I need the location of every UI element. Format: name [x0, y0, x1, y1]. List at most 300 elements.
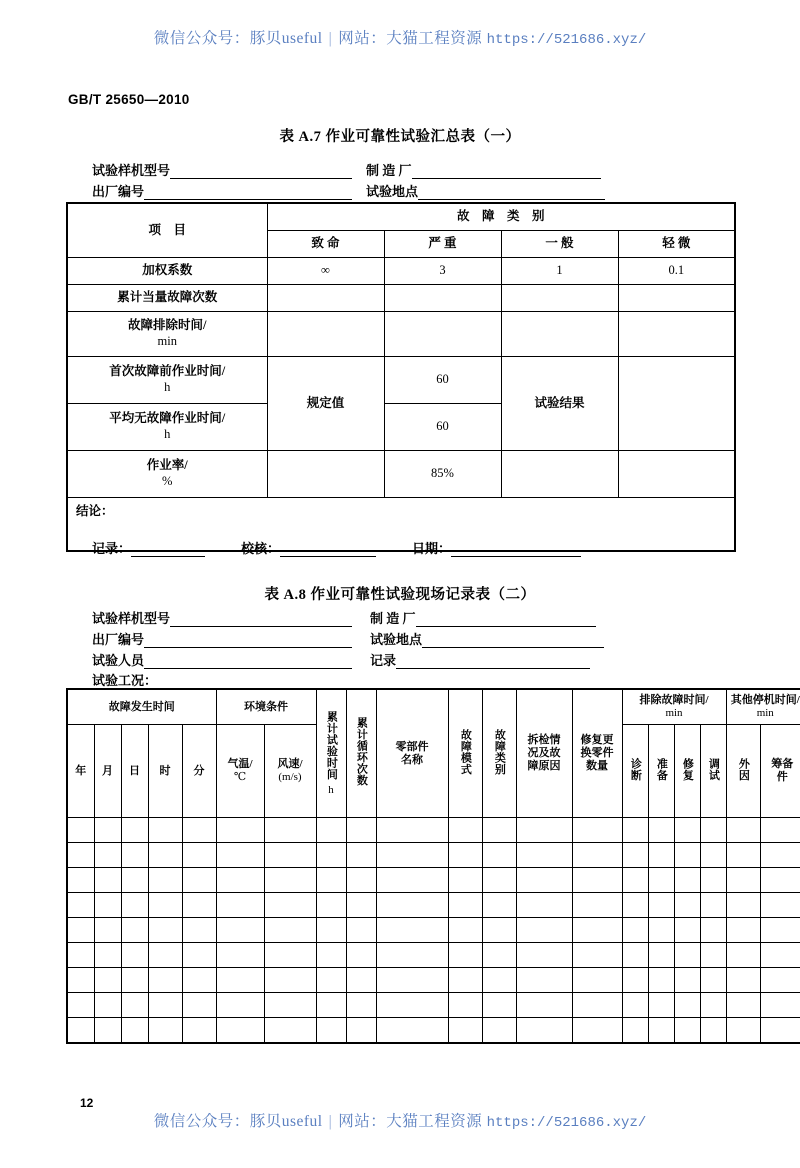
a8-group-environment: 环境条件 [216, 689, 316, 725]
a8-data-cell[interactable] [182, 943, 216, 968]
a7-footer-line [92, 538, 581, 557]
a8-data-cell[interactable] [516, 943, 572, 968]
a8-data-cell[interactable] [316, 918, 346, 943]
a8-data-cell[interactable] [94, 918, 121, 943]
a7-check-input[interactable] [280, 543, 376, 557]
a8-data-cell[interactable] [760, 943, 800, 968]
a8-data-cell[interactable] [182, 893, 216, 918]
a7-field-manufacturer-input[interactable] [412, 165, 601, 179]
a8-data-cell[interactable] [67, 843, 94, 868]
a8-header-temperature [216, 725, 264, 818]
a8-data-cell[interactable] [121, 843, 148, 868]
a7-field-manufacturer [366, 160, 601, 179]
a8-data-cell[interactable] [448, 1018, 482, 1044]
a8-data-cell[interactable] [448, 868, 482, 893]
a8-data-cell[interactable] [264, 818, 316, 843]
a8-data-cell[interactable] [148, 868, 182, 893]
a8-data-cell[interactable] [264, 893, 316, 918]
a8-data-cell[interactable] [622, 918, 648, 943]
a8-data-cell[interactable] [94, 818, 121, 843]
a8-data-cell[interactable] [700, 968, 726, 993]
a8-data-cell[interactable] [67, 1018, 94, 1044]
a7-cum-equiv-general[interactable] [501, 285, 618, 312]
a8-data-cell[interactable] [622, 868, 648, 893]
a8-data-cell[interactable] [760, 993, 800, 1018]
a8-data-cell[interactable] [264, 868, 316, 893]
a8-data-cell[interactable] [700, 943, 726, 968]
a8-data-cell[interactable] [121, 993, 148, 1018]
a7-removal-severe[interactable] [384, 312, 501, 357]
a8-data-cell[interactable] [121, 818, 148, 843]
a8-data-cell[interactable] [482, 893, 516, 918]
a7-header-item: 项 目 [67, 203, 267, 258]
a8-data-cell[interactable] [700, 868, 726, 893]
a8-data-cell[interactable] [264, 843, 316, 868]
a7-field-location-input[interactable] [418, 186, 605, 200]
a8-data-cell[interactable] [726, 1018, 760, 1044]
a8-data-cell[interactable] [760, 843, 800, 868]
a8-data-cell[interactable] [572, 868, 622, 893]
a8-data-cell[interactable] [148, 968, 182, 993]
a8-data-cell[interactable] [726, 843, 760, 868]
a8-header-wind-speed-text: 风速/ [277, 758, 303, 771]
a7-row-removal-time-unit: min [157, 334, 177, 348]
a8-header-external [726, 725, 760, 818]
a8-data-cell[interactable] [674, 1018, 700, 1044]
a7-row-first-failure-unit: h [164, 380, 171, 394]
a8-data-cell[interactable] [700, 993, 726, 1018]
a8-data-cell[interactable] [726, 918, 760, 943]
a8-data-cell[interactable] [148, 818, 182, 843]
a8-field-manufacturer-label: 制 造 厂 [370, 611, 416, 626]
a8-header-failure-category-text: 故障类别 [493, 728, 506, 775]
a8-data-cell[interactable] [316, 843, 346, 868]
a8-data-cell[interactable] [572, 918, 622, 943]
a8-field-model-input[interactable] [170, 613, 352, 627]
a8-data-cell[interactable] [674, 918, 700, 943]
table-a8-body [67, 818, 800, 1044]
a8-header-repair [674, 725, 700, 818]
watermark-site-label: 网站：大猫工程资源 [338, 1113, 483, 1130]
table-a8 [66, 688, 800, 1044]
a8-data-cell[interactable] [67, 868, 94, 893]
a8-data-cell[interactable] [648, 993, 674, 1018]
a7-date-input[interactable] [451, 543, 581, 557]
a8-data-cell[interactable] [316, 943, 346, 968]
a7-record-label: 记录： [92, 541, 132, 556]
a8-data-cell[interactable] [622, 893, 648, 918]
a8-data-cell[interactable] [216, 993, 264, 1018]
a8-data-cell[interactable] [700, 918, 726, 943]
a8-data-cell[interactable] [148, 918, 182, 943]
a7-weight-minor: 0.1 [618, 258, 735, 285]
a8-data-cell[interactable] [346, 993, 376, 1018]
a8-data-cell[interactable] [482, 818, 516, 843]
a8-data-cell[interactable] [346, 968, 376, 993]
a8-field-manufacturer [370, 608, 596, 627]
a8-header-failure-category [482, 689, 516, 818]
a8-data-cell[interactable] [674, 843, 700, 868]
a8-data-cell[interactable] [376, 818, 448, 843]
a8-data-cell[interactable] [316, 818, 346, 843]
a8-group-failure-time: 故障发生时间 [67, 689, 216, 725]
table-a7 [66, 202, 736, 552]
a8-data-cell[interactable] [700, 893, 726, 918]
standard-number: GB/T 25650—2010 [68, 92, 190, 107]
a7-weight-fatal: ∞ [267, 258, 384, 285]
a8-data-cell[interactable] [346, 943, 376, 968]
a8-header-debug-text: 调试 [707, 757, 720, 781]
a8-data-cell[interactable] [182, 993, 216, 1018]
a8-data-cell[interactable] [622, 843, 648, 868]
a8-data-cell[interactable] [482, 993, 516, 1018]
a8-data-cell[interactable] [726, 943, 760, 968]
a8-data-cell[interactable] [94, 1018, 121, 1044]
a7-date-label: 日期： [412, 541, 452, 556]
a8-data-cell[interactable] [182, 1018, 216, 1044]
a8-data-cell[interactable] [216, 943, 264, 968]
a7-cum-equiv-fatal[interactable] [267, 285, 384, 312]
a8-data-cell[interactable] [316, 868, 346, 893]
a7-row-first-failure-text: 首次故障前作业时间/ [109, 364, 226, 379]
a8-data-cell[interactable] [121, 1018, 148, 1044]
a8-data-cell[interactable] [648, 893, 674, 918]
a8-data-cell[interactable] [482, 968, 516, 993]
a8-data-cell[interactable] [448, 943, 482, 968]
a8-header-wind-speed-unit: (m/s) [278, 771, 302, 783]
a8-data-cell[interactable] [67, 968, 94, 993]
table-a7-title: 表 A.7 作业可靠性试验汇总表（一） [279, 129, 521, 145]
a8-data-cell[interactable] [482, 868, 516, 893]
a8-data-cell[interactable] [316, 968, 346, 993]
table-row [67, 689, 800, 725]
a8-data-cell[interactable] [94, 943, 121, 968]
a8-data-cell[interactable] [448, 818, 482, 843]
a8-data-cell[interactable] [572, 943, 622, 968]
a8-data-cell[interactable] [216, 918, 264, 943]
a8-data-cell[interactable] [376, 943, 448, 968]
a8-group-other-downtime-text: 其他停机时间/ [730, 694, 800, 707]
a7-header-severe: 严 重 [384, 231, 501, 258]
a8-field-conditions [92, 670, 157, 689]
a8-data-cell[interactable] [216, 868, 264, 893]
a7-row-removal-time-text: 故障排除时间/ [128, 318, 207, 333]
a8-field-recorder-input[interactable] [396, 655, 590, 669]
a8-data-cell[interactable] [700, 818, 726, 843]
a7-removal-fatal[interactable] [267, 312, 384, 357]
a7-availability-col4[interactable] [618, 451, 735, 498]
a7-weight-severe: 3 [384, 258, 501, 285]
a8-data-cell[interactable] [516, 993, 572, 1018]
a8-group-removal-time-unit: min [665, 707, 683, 719]
a8-data-cell[interactable] [648, 968, 674, 993]
watermark-url: https://521686.xyz/ [486, 32, 647, 48]
a7-row-weight-label: 加权系数 [67, 258, 267, 285]
a8-data-cell[interactable] [264, 968, 316, 993]
a7-field-location [366, 181, 605, 200]
a7-availability-col3[interactable] [501, 451, 618, 498]
watermark-prefix: 微信公众号：豚贝useful [153, 1113, 323, 1130]
a8-data-cell[interactable] [648, 843, 674, 868]
a8-header-month: 月 [94, 725, 121, 818]
a7-row-first-failure-label [67, 357, 267, 404]
table-row [67, 1018, 800, 1044]
a7-cum-equiv-minor[interactable] [618, 285, 735, 312]
a7-cum-equiv-severe[interactable] [384, 285, 501, 312]
a7-field-model-input[interactable] [170, 165, 352, 179]
a8-field-location-label: 试验地点 [370, 632, 423, 647]
a7-record-input[interactable] [131, 543, 205, 557]
a8-data-cell[interactable] [346, 818, 376, 843]
a8-data-cell[interactable] [264, 1018, 316, 1044]
a8-data-cell[interactable] [516, 918, 572, 943]
a8-data-cell[interactable] [346, 893, 376, 918]
a7-row-mtbf-label [67, 404, 267, 451]
a8-data-cell[interactable] [376, 868, 448, 893]
a8-group-removal-time-text: 排除故障时间/ [639, 694, 709, 707]
a8-header-temperature-unit: ℃ [233, 771, 247, 783]
a8-data-cell[interactable] [726, 968, 760, 993]
a8-data-cell[interactable] [316, 893, 346, 918]
a8-field-model-label: 试验样机型号 [92, 611, 171, 626]
a8-header-spare-parts: 筹备件 [760, 725, 800, 818]
a8-data-cell[interactable] [94, 868, 121, 893]
a8-data-cell[interactable] [516, 843, 572, 868]
a8-data-cell[interactable] [674, 968, 700, 993]
a8-data-cell[interactable] [760, 868, 800, 893]
a8-data-cell[interactable] [572, 968, 622, 993]
a7-removal-general[interactable] [501, 312, 618, 357]
a8-data-cell[interactable] [376, 893, 448, 918]
a8-header-failure-mode-text: 故障模式 [459, 728, 472, 775]
a8-header-inspection-cause: 拆检情况及故障原因 [516, 689, 572, 818]
a8-data-cell[interactable] [216, 1018, 264, 1044]
a8-data-cell[interactable] [148, 943, 182, 968]
a8-data-cell[interactable] [760, 918, 800, 943]
a8-data-cell[interactable] [648, 1018, 674, 1044]
a8-data-cell[interactable] [376, 918, 448, 943]
a8-data-cell[interactable] [572, 843, 622, 868]
table-row [67, 843, 800, 868]
a8-header-cum-test-time [316, 689, 346, 818]
a8-data-cell[interactable] [726, 818, 760, 843]
a8-data-cell[interactable] [482, 943, 516, 968]
a7-availability-col1[interactable] [267, 451, 384, 498]
a8-data-cell[interactable] [67, 818, 94, 843]
a8-data-cell[interactable] [94, 968, 121, 993]
a8-data-cell[interactable] [148, 843, 182, 868]
a8-data-cell[interactable] [760, 818, 800, 843]
a8-data-cell[interactable] [316, 993, 346, 1018]
a8-data-cell[interactable] [482, 918, 516, 943]
a8-field-location [370, 629, 604, 648]
table-a8-title: 表 A.8 作业可靠性试验现场记录表（二） [264, 587, 536, 603]
a8-data-cell[interactable] [622, 968, 648, 993]
a8-data-cell[interactable] [674, 993, 700, 1018]
a8-data-cell[interactable] [516, 818, 572, 843]
a8-data-cell[interactable] [700, 1018, 726, 1044]
a8-group-removal-time [622, 689, 726, 725]
watermark-url: https://521686.xyz/ [486, 1115, 647, 1131]
a8-data-cell[interactable] [182, 843, 216, 868]
a8-data-cell[interactable] [121, 893, 148, 918]
a8-data-cell[interactable] [674, 818, 700, 843]
a7-row-mtbf-unit: h [164, 427, 171, 441]
a8-data-cell[interactable] [448, 968, 482, 993]
a8-data-cell[interactable] [648, 918, 674, 943]
a8-field-serial-input[interactable] [144, 634, 352, 648]
page-number: 12 [80, 1096, 94, 1110]
a8-data-cell[interactable] [346, 918, 376, 943]
table-row [67, 993, 800, 1018]
a8-data-cell[interactable] [182, 918, 216, 943]
a8-header-failure-mode [448, 689, 482, 818]
table-row [67, 203, 735, 231]
a8-data-cell[interactable] [264, 943, 316, 968]
a8-header-year: 年 [67, 725, 94, 818]
table-row [67, 868, 800, 893]
a8-header-prepare-text: 准备 [655, 757, 668, 781]
a8-data-cell[interactable] [346, 868, 376, 893]
a7-row-availability-text: 作业率/ [146, 458, 188, 473]
a8-data-cell[interactable] [482, 843, 516, 868]
a7-removal-minor[interactable] [618, 312, 735, 357]
a8-data-cell[interactable] [516, 893, 572, 918]
a8-data-cell[interactable] [516, 968, 572, 993]
a8-data-cell[interactable] [376, 843, 448, 868]
a8-data-cell[interactable] [346, 843, 376, 868]
a8-data-cell[interactable] [726, 868, 760, 893]
watermark-prefix: 微信公众号：豚贝useful [153, 30, 323, 47]
a8-data-cell[interactable] [182, 868, 216, 893]
a8-data-cell[interactable] [316, 1018, 346, 1044]
watermark-separator: | [328, 1113, 333, 1130]
a8-data-cell[interactable] [516, 1018, 572, 1044]
a7-conclusion-cell[interactable]: 结论： [67, 498, 735, 552]
a8-data-cell[interactable] [448, 843, 482, 868]
watermark-separator: | [328, 30, 333, 47]
a8-data-cell[interactable] [216, 843, 264, 868]
a8-data-cell[interactable] [148, 893, 182, 918]
a8-data-cell[interactable] [622, 993, 648, 1018]
a7-field-serial-input[interactable] [144, 186, 352, 200]
a8-data-cell[interactable] [94, 993, 121, 1018]
a7-row-availability-unit: % [162, 474, 173, 488]
a7-weight-general: 1 [501, 258, 618, 285]
a8-data-cell[interactable] [648, 818, 674, 843]
table-row [67, 312, 735, 357]
a7-header-general: 一 般 [501, 231, 618, 258]
a8-data-cell[interactable] [674, 893, 700, 918]
a8-data-cell[interactable] [216, 818, 264, 843]
a8-header-cum-test-time-unit: h [328, 783, 334, 796]
a8-header-hour: 时 [148, 725, 182, 818]
watermark-top [0, 26, 800, 48]
a8-data-cell[interactable] [760, 893, 800, 918]
a8-data-cell[interactable] [376, 968, 448, 993]
a8-data-cell[interactable] [376, 1018, 448, 1044]
a8-data-cell[interactable] [216, 893, 264, 918]
a8-header-wind-speed [264, 725, 316, 818]
a8-data-cell[interactable] [121, 968, 148, 993]
a8-data-cell[interactable] [121, 943, 148, 968]
a8-data-cell[interactable] [516, 868, 572, 893]
a8-field-personnel-input[interactable] [144, 655, 352, 669]
a8-data-cell[interactable] [572, 893, 622, 918]
a8-data-cell[interactable] [760, 968, 800, 993]
a8-data-cell[interactable] [264, 918, 316, 943]
table-row [67, 451, 735, 498]
a8-data-cell[interactable] [448, 893, 482, 918]
a8-field-recorder [370, 650, 590, 669]
a8-field-manufacturer-input[interactable] [416, 613, 596, 627]
a8-header-temperature-text: 气温/ [227, 758, 253, 771]
a8-data-cell[interactable] [376, 993, 448, 1018]
a8-data-cell[interactable] [482, 1018, 516, 1044]
a8-field-personnel [92, 650, 352, 669]
a8-data-cell[interactable] [67, 918, 94, 943]
a8-data-cell[interactable] [448, 993, 482, 1018]
a7-header-minor: 轻 微 [618, 231, 735, 258]
a8-data-cell[interactable] [182, 968, 216, 993]
a8-data-cell[interactable] [622, 943, 648, 968]
a8-data-cell[interactable] [264, 993, 316, 1018]
a8-data-cell[interactable] [648, 943, 674, 968]
a8-data-cell[interactable] [674, 868, 700, 893]
a8-data-cell[interactable] [674, 943, 700, 968]
a8-data-cell[interactable] [622, 818, 648, 843]
a8-data-cell[interactable] [94, 893, 121, 918]
a8-data-cell[interactable] [182, 818, 216, 843]
a8-data-cell[interactable] [726, 993, 760, 1018]
a8-data-cell[interactable] [622, 1018, 648, 1044]
a7-row-availability-label [67, 451, 267, 498]
a8-data-cell[interactable] [94, 843, 121, 868]
a8-data-cell[interactable] [216, 968, 264, 993]
a8-data-cell[interactable] [726, 893, 760, 918]
a8-field-recorder-label: 记录 [370, 653, 397, 668]
watermark-site-label: 网站：大猫工程资源 [338, 30, 483, 47]
a8-header-prepare [648, 725, 674, 818]
a8-header-replaced-parts: 修复更换零件数量 [572, 689, 622, 818]
a8-data-cell[interactable] [448, 918, 482, 943]
a8-data-cell[interactable] [346, 1018, 376, 1044]
a7-availability-spec: 85% [384, 451, 501, 498]
a8-header-debug [700, 725, 726, 818]
a8-field-serial [92, 629, 352, 648]
a8-data-cell[interactable] [700, 843, 726, 868]
a8-field-location-input[interactable] [422, 634, 604, 648]
a8-data-cell[interactable] [121, 868, 148, 893]
a8-data-cell[interactable] [148, 1018, 182, 1044]
a7-header-failure-category: 故 障 类 别 [267, 203, 735, 231]
a8-data-cell[interactable] [67, 993, 94, 1018]
a8-data-cell[interactable] [148, 993, 182, 1018]
a8-data-cell[interactable] [572, 1018, 622, 1044]
a8-data-cell[interactable] [67, 943, 94, 968]
a7-first-failure-result[interactable] [618, 357, 735, 451]
a7-field-serial-label: 出厂编号 [92, 184, 145, 199]
a8-data-cell[interactable] [572, 993, 622, 1018]
a8-data-cell[interactable] [648, 868, 674, 893]
a8-header-minute: 分 [182, 725, 216, 818]
a8-data-cell[interactable] [572, 818, 622, 843]
a8-field-model [92, 608, 352, 627]
a8-data-cell[interactable] [67, 893, 94, 918]
a8-data-cell[interactable] [121, 918, 148, 943]
watermark-bottom [0, 1109, 800, 1131]
a8-data-cell[interactable] [760, 1018, 800, 1044]
